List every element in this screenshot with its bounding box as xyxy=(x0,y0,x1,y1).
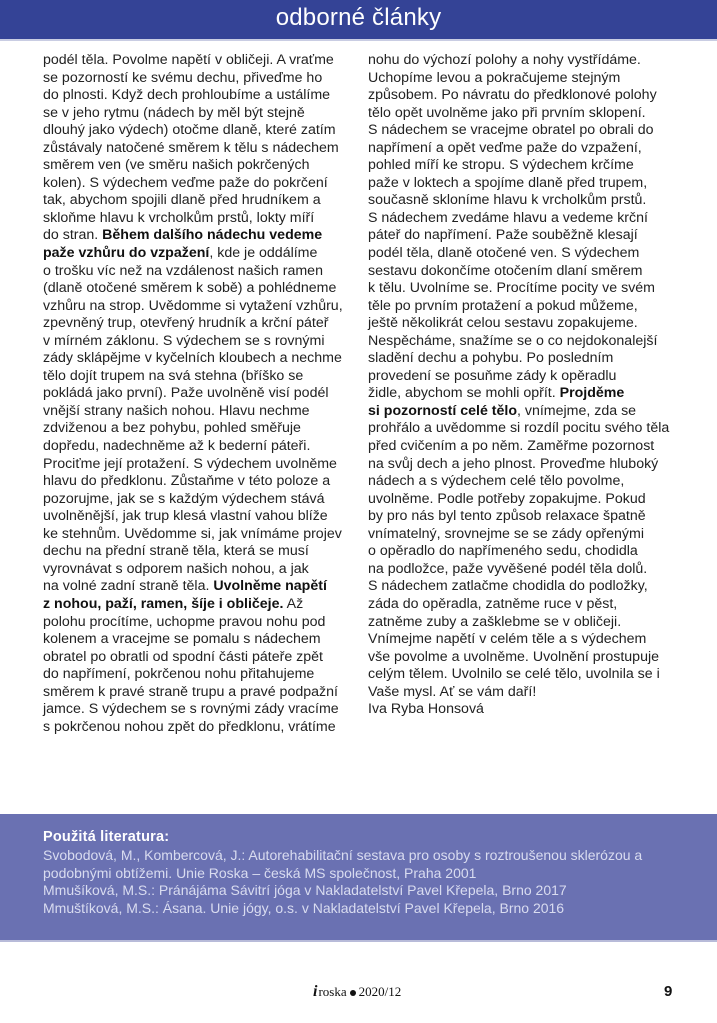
article-text: polohu procítíme, uchopme pravou nohu pod xyxy=(43,613,326,630)
article-text: vzhůru na strop. Uvědomme si vytažení vzhůru, xyxy=(43,297,343,314)
article-text: zdviženou a bez pohybu, pohled směřuje xyxy=(43,420,301,437)
article-line xyxy=(368,140,698,158)
literature-line: Svobodová, M., Kombercová, J.: Autorehabilitační sestava pro osoby s roztroušenou sklerózou a xyxy=(43,847,643,863)
article-text: napřímení a opět veďme paže do vzpažení, xyxy=(368,139,642,156)
article-line xyxy=(368,122,698,140)
article-text: celým tělem. Uvolnilo se celé tělo, uvolnila se i xyxy=(368,666,660,683)
article-line xyxy=(43,456,363,474)
article-line xyxy=(368,473,698,491)
article-text: nohu do výchozí polohy a nohy vystřídáme. xyxy=(368,52,641,68)
article-line xyxy=(368,456,698,474)
article-line xyxy=(368,333,698,351)
article-text: zůstávaly natočené směrem k tělu s nádechem xyxy=(43,139,339,156)
article-line xyxy=(368,280,698,298)
article-line xyxy=(43,315,363,333)
article-line xyxy=(368,403,698,421)
article-text: směrem ven (ve směru našich pokrčených xyxy=(43,157,310,174)
article-line xyxy=(43,666,363,684)
article-text: uvolněnější, jak trup klesá vlastní vahou blíže xyxy=(43,508,328,525)
article-text: sestavu dokončíme otočením dlaní směrem xyxy=(368,262,643,279)
bullet-dot-icon xyxy=(350,990,356,996)
article-text: se v jeho rytmu (nádech by měl být stejně xyxy=(43,104,305,121)
article-text: do plnosti. Když dech prohloubíme a ustálíme xyxy=(43,87,331,104)
article-line xyxy=(368,438,698,456)
article-text: S nádechem zvedáme hlavu a vedeme krční xyxy=(368,209,648,226)
article-text: hlavu do předklonu. Zůstaňme v této poloze a xyxy=(43,473,331,490)
article-text: skloňme hlavu k vrcholkům prstů, lokty míří xyxy=(43,209,315,226)
article-text: v mírném záklonu. S výdechem se s rovnými xyxy=(43,332,325,349)
issue-number: 2020/12 xyxy=(358,984,402,999)
literature-box xyxy=(0,814,717,942)
article-text: vnější strany našich nohou. Hlavu nechme xyxy=(43,402,310,419)
article-line xyxy=(43,526,363,544)
article-text: Vnímejme napětí v celém těle a s výdechem xyxy=(368,631,647,648)
article-line xyxy=(43,298,363,316)
article-line xyxy=(43,350,363,368)
article-text: kolen). S výdechem veďme paže do pokrčení xyxy=(43,174,328,191)
article-text: ke stehnům. Uvědomme si, jak vnímáme projev xyxy=(43,525,342,542)
article-text: současně skloníme hlavu k vrcholkům prstů. xyxy=(368,192,647,209)
article-text: , vnímejme, zda se xyxy=(517,402,637,419)
article-line xyxy=(368,578,698,596)
article-text: k tělu. Uvolníme se. Procítíme pocity ve svém xyxy=(368,280,655,297)
bold-emphasis-text: Projděme xyxy=(559,385,625,402)
article-text: sladění dechu a pohybu. Po posledním xyxy=(368,350,614,367)
article-line xyxy=(368,87,698,105)
article-line xyxy=(43,122,363,140)
article-line xyxy=(368,631,698,649)
article-line xyxy=(43,105,363,123)
article-line xyxy=(368,245,698,263)
article-text: pokládá jako první). Paže uvolněně visí podél xyxy=(43,385,329,402)
article-text: židle, abychom se mohli opřít. xyxy=(368,385,560,402)
article-text: dlouhý jako výdech) otočme dlaně, které zatím xyxy=(43,122,336,139)
article-line xyxy=(368,227,698,245)
article-line xyxy=(368,52,698,70)
article-text: pozorujme, jak se s každým výdechem stává xyxy=(43,490,325,507)
article-text: S nádechem zatlačme chodidla do podložky, xyxy=(368,578,648,595)
article-text: se pozorností ke svému dechu, přiveďme ho xyxy=(43,69,323,86)
article-text: jamce. S výdechem se s rovnými zády vracíme xyxy=(43,701,339,718)
article-line xyxy=(43,561,363,579)
article-line xyxy=(368,526,698,544)
article-text: vyrovnávat s odporem našich nohou, a jak xyxy=(43,560,309,577)
article-line xyxy=(43,157,363,175)
article-text: páteř do napřímení. Paže souběžně klesají xyxy=(368,227,638,244)
article-line xyxy=(43,227,363,245)
article-text: tak, abychom spojili dlaně před hrudníkem a xyxy=(43,192,321,209)
article-line xyxy=(368,210,698,228)
article-text: způsobem. Po návratu do předklonové polohy xyxy=(368,87,657,104)
article-text: s pokrčenou nohou zpět do předklonu, vrátíme xyxy=(43,718,336,735)
article-text: Prociťme její protažení. S výdechem uvolněme xyxy=(43,455,337,472)
article-text: podél těla, dlaně otočené ven. S výdechem xyxy=(368,245,640,262)
section-header-bar xyxy=(0,0,717,41)
article-text: zatněme zuby a zašklebme se v obličeji. xyxy=(368,613,622,630)
article-line xyxy=(43,701,363,719)
article-column-right xyxy=(368,52,698,719)
literature-line: Mmušíková, M.S.: Pránájáma Sávitrí jóga v Nakladatelství Pavel Křepela, Brno 2017 xyxy=(43,882,567,899)
article-line xyxy=(368,666,698,684)
article-text: S nádechem se vracejme obratel po obrali do xyxy=(368,122,654,139)
article-text: vnímatelný, srovnejme se se zády opřenými xyxy=(368,525,644,542)
article-text: (dlaně otočené směrem k sobě) a pohlédneme xyxy=(43,280,337,297)
article-text: ještě několikrát celou sestavu zopakujeme. xyxy=(368,315,638,332)
article-text: vše povolme a uvolněme. Uvolnění prostupuje xyxy=(368,648,660,665)
article-line xyxy=(43,87,363,105)
article-line xyxy=(43,684,363,702)
article-line xyxy=(368,350,698,368)
article-line xyxy=(368,192,698,210)
article-line xyxy=(368,684,698,702)
article-text: Vaše mysl. Ať se vám daří! xyxy=(368,683,537,700)
article-line xyxy=(43,210,363,228)
article-line xyxy=(43,420,363,438)
article-text: dopředu, nadechněme až k bederní páteři. xyxy=(43,438,311,455)
article-line xyxy=(43,543,363,561)
article-line xyxy=(368,298,698,316)
article-text: těle po prvním protažení a pokud můžeme, xyxy=(368,297,638,314)
article-line xyxy=(43,491,363,509)
article-line xyxy=(368,596,698,614)
page-number: 9 xyxy=(664,983,673,1000)
article-line xyxy=(43,438,363,456)
article-text: pohled míří ke stropu. S výdechem krčíme xyxy=(368,157,634,174)
bold-emphasis-text: Uvolněme napětí xyxy=(213,578,327,595)
article-line xyxy=(43,70,363,88)
article-line xyxy=(43,192,363,210)
article-line xyxy=(368,701,698,719)
article-text: na svůj dech a jeho plnost. Proveďme hluboký xyxy=(368,455,659,472)
article-line xyxy=(43,596,363,614)
article-text: Uchopíme levou a pokračujeme stejným xyxy=(368,69,621,86)
article-column-left xyxy=(43,52,363,736)
article-text: prohřálo a uvědomme si rozdíl pocitu svého těla xyxy=(368,420,670,437)
article-line xyxy=(43,473,363,491)
article-line xyxy=(43,263,363,281)
article-line xyxy=(368,508,698,526)
article-line xyxy=(43,52,363,70)
article-text: , kde je oddálíme xyxy=(209,245,318,262)
bold-emphasis-text: Během dalšího nádechu vedeme xyxy=(102,227,323,244)
article-text: tělo opět uvolněme jako při prvním sklopení. xyxy=(368,104,646,121)
article-line xyxy=(368,649,698,667)
article-text: dechu na přední straně těla, která se musí xyxy=(43,543,309,560)
literature-heading: Použitá literatura: xyxy=(43,829,170,845)
article-line xyxy=(43,578,363,596)
article-line xyxy=(43,649,363,667)
article-line xyxy=(43,385,363,403)
article-text: Iva Ryba Honsová xyxy=(368,701,484,718)
article-text: o opěradlo do napřímeného sedu, chodidla xyxy=(368,543,638,560)
article-line xyxy=(43,614,363,632)
article-text: Nespěcháme, snažíme se o co nejdokonalejší xyxy=(368,332,658,349)
article-line xyxy=(368,543,698,561)
bold-emphasis-text: si pozorností celé tělo xyxy=(368,402,517,419)
article-line xyxy=(43,333,363,351)
article-line xyxy=(368,614,698,632)
literature-list xyxy=(43,847,642,917)
article-text: na podložce, paže vyvěšené podél těla dolů. xyxy=(368,560,648,577)
article-line xyxy=(368,385,698,403)
article-text: by pro nás byl tento způsob relaxace špatně xyxy=(368,508,646,525)
article-text: záda do opěradla, zatněme ruce v pěst, xyxy=(368,595,618,612)
article-line xyxy=(43,280,363,298)
page-footer xyxy=(0,983,717,1003)
article-text: zády sklápějme v kyčelních kloubech a nechme xyxy=(43,350,342,367)
article-text: Až xyxy=(283,595,304,612)
article-line xyxy=(43,403,363,421)
article-line xyxy=(368,70,698,88)
article-line xyxy=(368,315,698,333)
article-text: směrem k pravé straně trupu a pravé podpažní xyxy=(43,683,338,700)
article-line xyxy=(368,175,698,193)
article-line xyxy=(368,105,698,123)
article-text: paže v loktech a spojíme dlaně před trupem, xyxy=(368,174,648,191)
article-line xyxy=(43,175,363,193)
article-text: nádech a s výdechem celé tělo povolme, xyxy=(368,473,625,490)
literature-line: podobnými obtížemi. Unie Roska – česká MS společnost, Praha 2001 xyxy=(43,864,477,881)
bold-emphasis-text: paže vzhůru do vzpažení xyxy=(43,245,210,262)
article-text: o trošku víc než na vzdálenost našich ramen xyxy=(43,262,323,279)
article-text: provedení se posuňme zády k opěradlu xyxy=(368,367,617,384)
article-text: tělo dojít trupem na svá stehna (bříško se xyxy=(43,367,304,384)
section-title: odborné články xyxy=(275,4,442,31)
magazine-brand xyxy=(313,983,401,1001)
literature-line: Mmuštíková, M.S.: Ásana. Unie jógy, o.s. v Nakladatelství Pavel Křepela, Brno 2016 xyxy=(43,899,565,916)
article-line xyxy=(43,140,363,158)
brand-initial: i xyxy=(313,983,318,1000)
article-line xyxy=(43,245,363,263)
article-line xyxy=(43,631,363,649)
bold-emphasis-text: z nohou, paží, ramen, šíje i obličeje. xyxy=(43,595,284,612)
article-line xyxy=(43,368,363,386)
article-text: před cvičením a po něm. Zaměřme pozornost xyxy=(368,438,655,455)
article-line xyxy=(43,508,363,526)
article-line xyxy=(368,420,698,438)
article-line xyxy=(368,561,698,579)
article-line xyxy=(368,263,698,281)
article-line xyxy=(368,368,698,386)
article-text: zpevněný trup, otevřený hrudník a krční páteř xyxy=(43,315,329,332)
article-text: obratel po obratli od spodní části páteře zpět xyxy=(43,648,323,665)
article-line xyxy=(43,719,363,737)
article-text: uvolněme. Podle potřeby zopakujme. Pokud xyxy=(368,490,646,507)
brand-name: roska xyxy=(318,984,347,999)
article-line xyxy=(368,491,698,509)
article-text: podél těla. Povolme napětí v obličeji. A vraťme xyxy=(43,52,334,68)
article-text: kolenem a vracejme se pomalu s nádechem xyxy=(43,631,321,648)
article-line xyxy=(368,157,698,175)
article-text: do napřímení, pokrčenou nohu přitahujeme xyxy=(43,666,315,683)
article-text: do stran. xyxy=(43,227,103,244)
article-text: na volné zadní straně těla. xyxy=(43,578,214,595)
